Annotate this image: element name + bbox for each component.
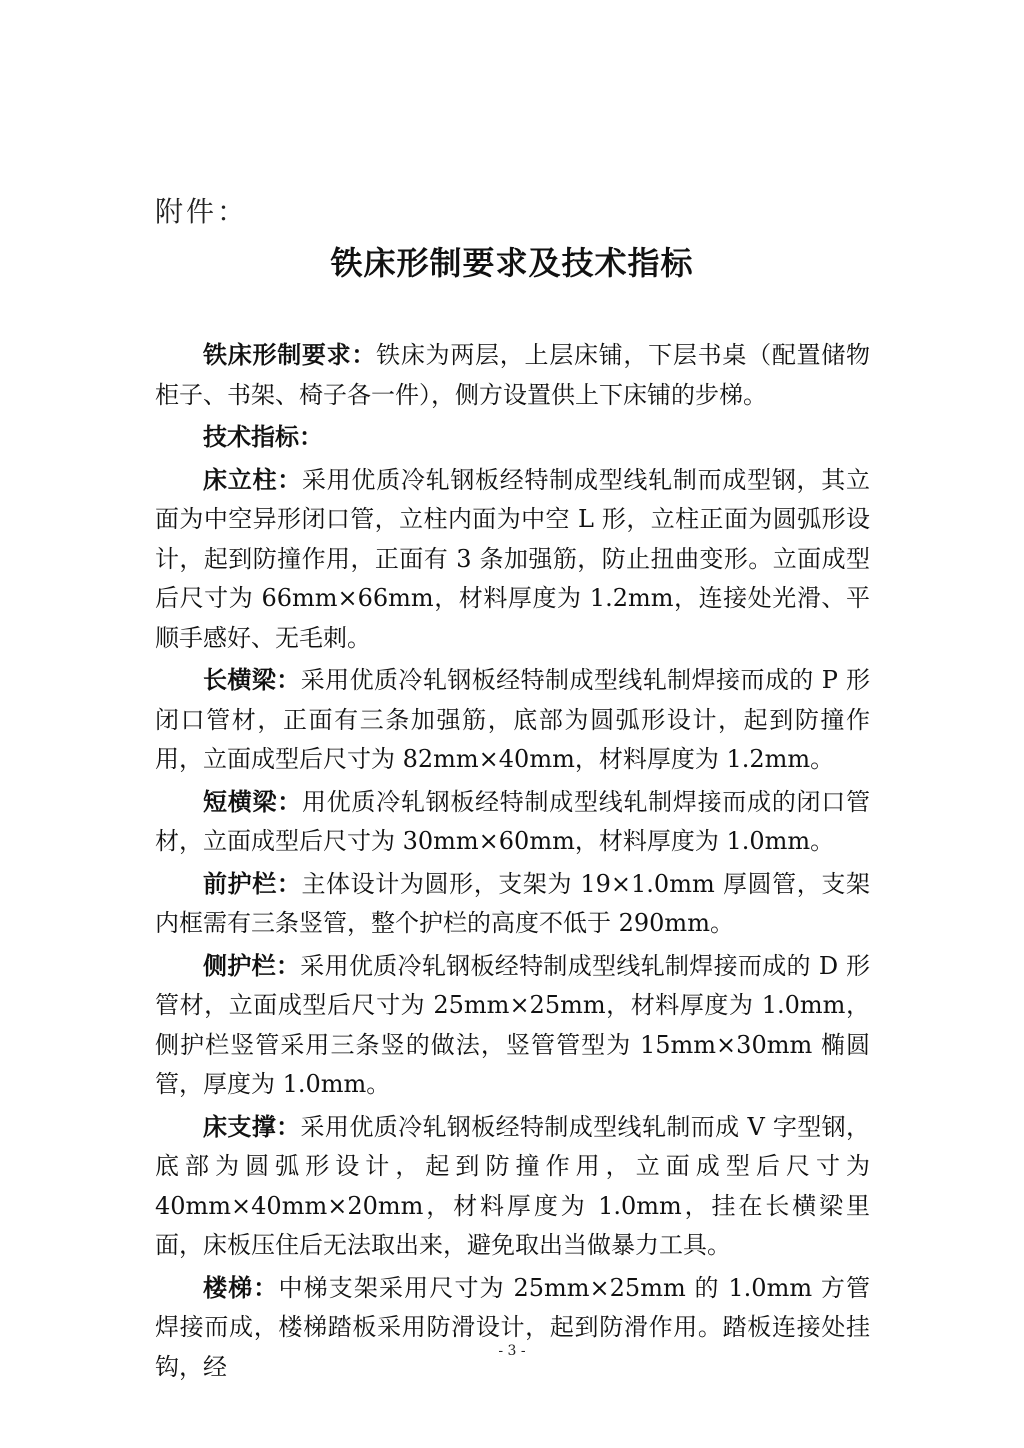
paragraph-lead: 床支撑： xyxy=(203,1112,301,1141)
paragraph-short-beam xyxy=(155,783,870,862)
page-number: - 3 - xyxy=(498,1343,526,1359)
paragraph-bed-post xyxy=(155,461,870,659)
paragraph-lead: 技术指标： xyxy=(203,423,323,451)
document-body xyxy=(155,336,870,1390)
paragraph-lead: 楼梯： xyxy=(203,1273,279,1302)
paragraph-text: 主体设计为圆形，支架为 19×1.0mm 厚圆管，支架内框需有三条竖管，整个护栏的高度不低于 290mm。 xyxy=(155,869,870,937)
section-heading-technical-specs xyxy=(155,418,870,458)
paragraph-text: 用优质冷轧钢板经特制成型线轧制焊接而成的闭口管材，立面成型后尺寸为 30mm×60mm，材料厚度为 1.0mm。 xyxy=(155,787,871,855)
paragraph-text: 采用优质冷轧钢板经特制成型线轧制焊接而成的 D 形管材，立面成型后尺寸为 25mm×25mm，材料厚度为 1.0mm，侧护栏竖管采用三条竖的做法，竖管管型为 15mm×30mm 椭圆管，厚度为 1.0mm。 xyxy=(155,951,871,1098)
paragraph-lead: 短横梁： xyxy=(203,787,302,816)
paragraph-ladder xyxy=(155,1269,870,1388)
paragraph-bed-support xyxy=(155,1108,870,1266)
paragraph-lead: 侧护栏： xyxy=(203,951,301,980)
paragraph-side-guardrail xyxy=(155,947,870,1105)
paragraph-text: 采用优质冷轧钢板经特制成型线轧制而成 V 字型钢，底部为圆弧形设计，起到防撞作用，立面成型后尺寸为 40mm×40mm×20mm，材料厚度为 1.0mm，挂在长横梁里面，床板压住后无法取出来，避免取出当做暴力工具。 xyxy=(155,1112,870,1259)
paragraph-text: 中梯支架采用尺寸为 25mm×25mm 的 1.0mm 方管焊接而成，楼梯踏板采用防滑设计，起到防滑作用。踏板连接处挂钩，经 xyxy=(155,1273,871,1381)
paragraph-front-guardrail xyxy=(155,865,870,944)
paragraph-lead: 前护栏： xyxy=(203,869,302,898)
paragraph-text: 铁床为两层，上层床铺，下层书桌（配置储物柜子、书架、椅子各一件），侧方设置供上下床铺的步梯。 xyxy=(155,341,871,409)
paragraph-lead: 铁床形制要求： xyxy=(203,341,377,369)
paragraph-lead: 床立柱： xyxy=(203,465,302,494)
paragraph-text: 采用优质冷轧钢板经特制成型线轧制焊接而成的 P 形闭口管材，正面有三条加强筋，底部为圆弧形设计，起到防撞作用，立面成型后尺寸为 82mm×40mm，材料厚度为 1.2mm。 xyxy=(155,666,870,773)
paragraph-lead: 长横梁： xyxy=(203,666,301,694)
paragraph-long-beam xyxy=(155,661,870,780)
page-title: 铁床形制要求及技术指标 xyxy=(330,244,694,282)
paragraph-form-requirements xyxy=(155,336,870,415)
paragraph-text: 采用优质冷轧钢板经特制成型线轧制而成型钢，其立面为中空异形闭口管，立柱内面为中空 L 形，立柱正面为圆弧形设计，起到防撞作用，正面有 3 条加强筋，防止扭曲变形。立面成型后尺寸为 66mm×66mm，材料厚度为 1.2mm，连接处光滑、平顺手感好、无毛刺。 xyxy=(155,465,871,652)
attachment-label: 附件： xyxy=(155,195,249,228)
